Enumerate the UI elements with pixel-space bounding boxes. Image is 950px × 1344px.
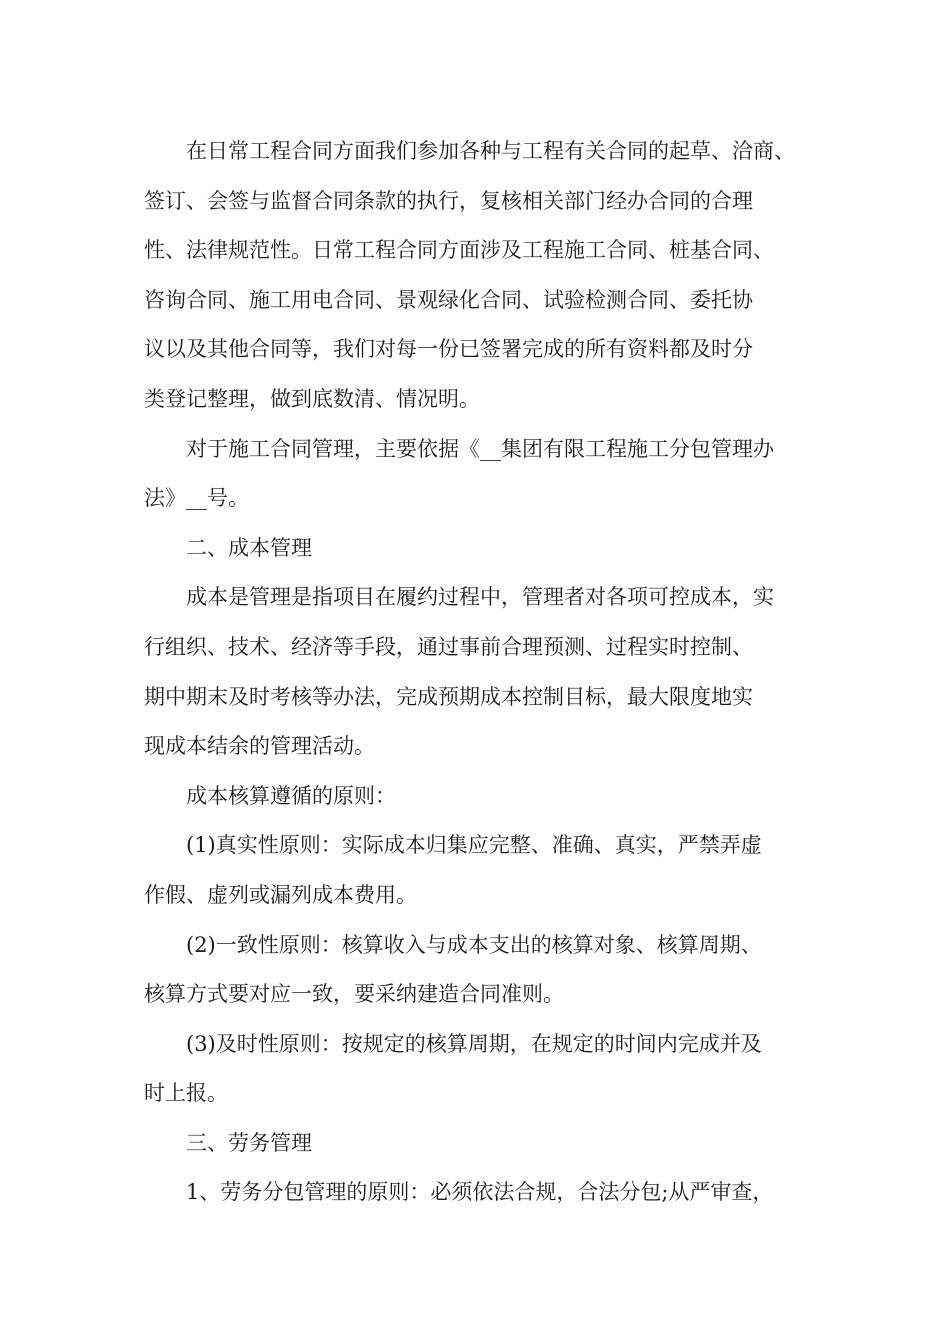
- heading-line: 二、成本管理: [186, 535, 312, 560]
- paragraph-principle-authenticity: [144, 821, 824, 920]
- paragraph-cost-principles-intro: [144, 772, 824, 822]
- text-line: 法》__号。: [144, 486, 249, 511]
- text-line: 作假、虚列或漏列成本费用。: [144, 882, 417, 907]
- paragraph-principle-timeliness: [144, 1020, 824, 1119]
- text-line: 现成本结余的管理活动。: [144, 734, 375, 759]
- paragraph-cost-definition: [144, 573, 824, 771]
- text-line: 行组织、技术、经济等手段，通过事前合理预测、过程实时控制、: [144, 634, 753, 659]
- text-line: 1、劳务分包管理的原则：必须依法合规，合法分包;从严审查，: [186, 1180, 774, 1205]
- text-line: 性、法律规范性。日常工程合同方面涉及工程施工合同、桩基合同、: [144, 238, 774, 263]
- text-line: 类登记整理，做到底数清、情况明。: [144, 386, 480, 411]
- text-line: 期中期末及时考核等办法，完成预期成本控制目标，最大限度地实: [144, 684, 753, 709]
- document-body: [144, 127, 824, 1218]
- section-heading-labor-management: [144, 1119, 824, 1169]
- text-line: (1)真实性原则：实际成本归集应完整、准确、真实，严禁弄虚: [186, 833, 762, 858]
- paragraph-contract-management: [144, 127, 824, 425]
- text-line: 成本是管理是指项目在履约过程中，管理者对各项可控成本，实: [186, 585, 774, 610]
- text-line: 核算方式要对应一致，要采纳建造合同准则。: [144, 982, 564, 1007]
- text-line: 成本核算遵循的原则：: [186, 783, 396, 808]
- section-heading-cost-management: [144, 524, 824, 574]
- text-line: (3)及时性原则：按规定的核算周期，在规定的时间内完成并及: [186, 1031, 762, 1056]
- text-line: (2)一致性原则：核算收入与成本支出的核算对象、核算周期、: [186, 932, 762, 957]
- text-line: 咨询合同、施工用电合同、景观绿化合同、试验检测合同、委托协: [144, 287, 753, 312]
- heading-line: 三、劳务管理: [186, 1130, 312, 1155]
- paragraph-labor-subcontract-principle: [144, 1168, 824, 1218]
- text-line: 时上报。: [144, 1081, 228, 1106]
- paragraph-principle-consistency: [144, 921, 824, 1020]
- text-line: 议以及其他合同等，我们对每一份已签署完成的所有资料都及时分: [144, 337, 753, 362]
- text-line: 在日常工程合同方面我们参加各种与工程有关合同的起草、洽商、: [186, 139, 795, 163]
- paragraph-construction-contract: [144, 425, 824, 524]
- text-line: 签订、会签与监督合同条款的执行，复核相关部门经办合同的合理: [144, 188, 753, 213]
- text-line: 对于施工合同管理，主要依据《__集团有限工程施工分包管理办: [186, 436, 774, 461]
